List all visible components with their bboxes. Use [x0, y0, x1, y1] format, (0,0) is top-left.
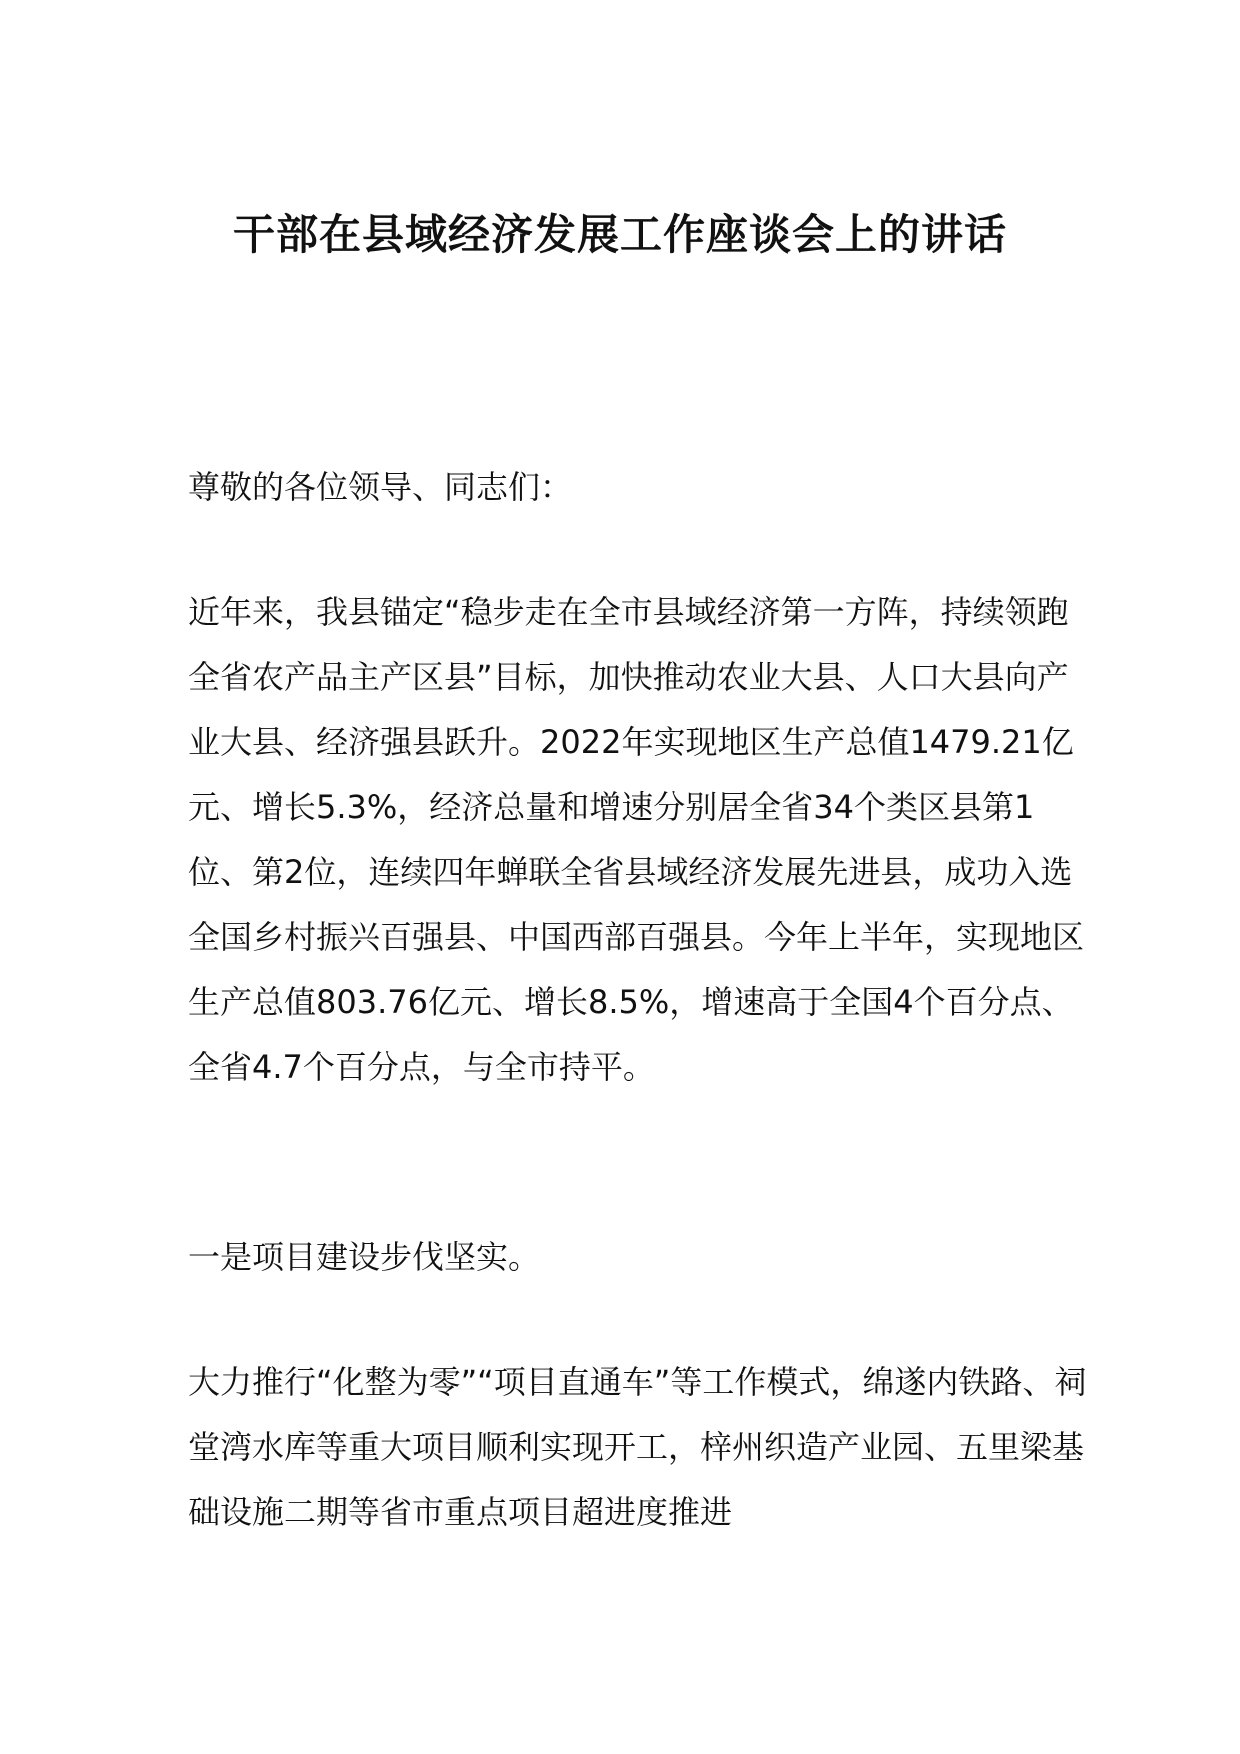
salutation: 尊敬的各位领导、同志们： — [188, 468, 573, 506]
paragraph-economic-overview: 近年来，我县锚定“稳步走在全市县域经济第一方阵，持续领跑全省农产品主产区县”目标，加快推动农业大县、人口大县向产业大县、经济强县跃升。2022年实现地区生产总值1479.21亿元、增长5.3%，经济总量和增速分别居全省34个类区县第1位、第2位，连续四年蝉联全省县域经济发展先进县，成功入选全国乡村振兴百强县、中国西部百强县。今年上半年，实现地区生产总值803.76亿元、增长8.5%，增速高于全国4个百分点、全省4.7个百分点，与全市持平。 — [188, 593, 1085, 1086]
section-heading-projects: 一是项目建设步伐坚实。 — [188, 1238, 541, 1276]
paragraph-project-construction: 大力推行“化整为零”“项目直通车”等工作模式，绵遂内铁路、祠堂湾水库等重大项目顺利实现开工，梓州织造产业园、五里梁基础设施二期等省市重点项目超进度推进 — [188, 1363, 1087, 1531]
document-title: 干部在县域经济发展工作座谈会上的讲话 — [232, 210, 1007, 259]
